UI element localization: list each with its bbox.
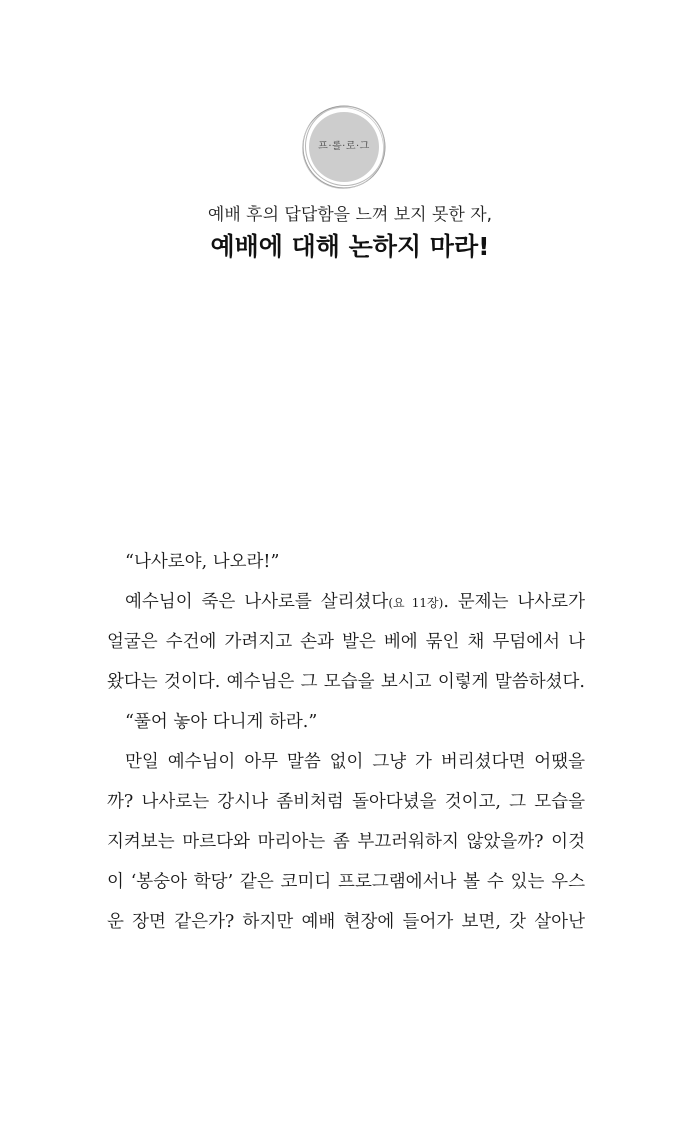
body-line: 이 ‘봉숭아 학당’ 같은 코미디 프로그램에서나 볼 수 있는 우스 [107,872,585,892]
body-text [107,542,585,942]
badge-label: 프·롤·로·그 [318,141,370,152]
body-line [107,582,585,622]
body-line: 만일 예수님이 아무 말씀 없이 그냥 가 버리셨다면 어땠을 [125,752,585,772]
body-line: 얼굴은 수건에 가려지고 손과 발은 베에 묶인 채 무덤에서 나 [107,632,585,652]
body-line-text: 예수님이 죽은 나사로를 살리셨다 [125,592,389,612]
prologue-badge [300,103,388,191]
body-line-text: . 문제는 나사로가 [443,592,585,612]
body-line: 지켜보는 마르다와 마리아는 좀 부끄러워하지 않았을까? 이것 [107,832,585,852]
chapter-title: 예배에 대해 논하지 마라! [210,232,490,261]
body-line: 운 장면 같은가? 하지만 예배 현장에 들어가 보면, 갓 살아난 [107,912,585,932]
chapter-subtitle: 예배 후의 답답함을 느껴 보지 못한 자, [207,205,493,225]
body-line: “풀어 놓아 다니게 하라.” [125,712,318,732]
body-line: “나사로야, 나오라!” [125,552,280,572]
body-line: 까? 나사로는 강시나 좀비처럼 돌아다녔을 것이고, 그 모습을 [107,792,585,812]
scripture-citation: (요 11장) [388,596,444,610]
body-line: 왔다는 것이다. 예수님은 그 모습을 보시고 이렇게 말씀하셨다. [107,672,585,692]
